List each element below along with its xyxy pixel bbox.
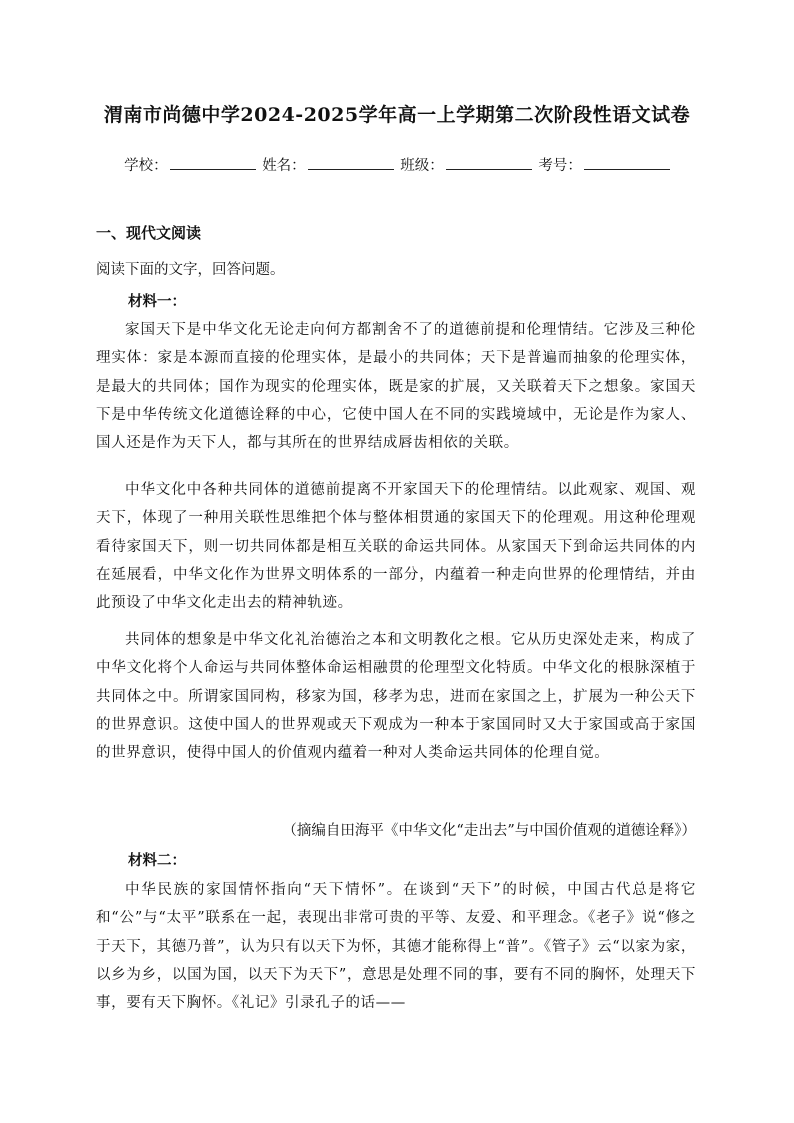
student-info-row bbox=[0, 154, 794, 175]
class-label: 班级： bbox=[400, 158, 444, 174]
class-blank[interactable] bbox=[446, 155, 532, 170]
name-blank[interactable] bbox=[308, 155, 394, 170]
school-field bbox=[124, 154, 256, 175]
material-one-paragraph: 中华文化中各种共同体的道德前提离不开家国天下的伦理情结。以此观家、观国、观天下，体现了一种用关联性思维把个体与整体相贯通的家国天下的伦理观。用这种伦理观看待家国天下，则一切共同体都是相互关联的命运共同体。从家国天下到命运共同体的内在延展看，中华文化作为世界文明体系的一部分，内蕴着一种走向世界的伦理情结，并由此预设了中华文化走出去的精神轨迹。 bbox=[96, 482, 696, 612]
name-label: 姓名： bbox=[262, 158, 306, 174]
exam-number-field bbox=[538, 154, 670, 175]
material-two-paragraph: 中华民族的家国情怀指向“天下情怀”。在谈到“天下”的时候，中国古代总是将它和“公”与“太平”联系在一起，表现出非常可贵的平等、友爱、和平理念。《老子》说“修之于天下，其德乃普”，认为只有以天下为怀，其德才能称得上“普”。《管子》云“以家为家，以乡为乡，以国为国，以天下为天下”，意思是处理不同的事，要有不同的胸怀，处理天下事，要有天下胸怀。《礼记》引录孔子的话—— bbox=[96, 882, 696, 1012]
material-one-paragraph: 共同体的想象是中华文化礼治德治之本和文明教化之根。它从历史深处走来，构成了中华文化将个人命运与共同体整体命运相融贯的伦理型文化特质。中华文化的根脉深植于共同体之中。所谓家国同构，移家为国，移孝为忠，进而在家国之上，扩展为一种公天下的世界意识。这使中国人的世界观或天下观成为一种本于家国同时又大于家国或高于家国的世界意识，使得中国人的价值观内蕴着一种对人类命运共同体的伦理自觉。 bbox=[96, 632, 696, 762]
material-one-source: （摘编自田海平《中华文化“走出去”与中国价值观的道德诠释》） bbox=[282, 823, 696, 839]
exam-number-blank[interactable] bbox=[584, 155, 670, 170]
material-one-paragraph: 家国天下是中华文化无论走向何方都割舍不了的道德前提和伦理情结。它涉及三种伦理实体：家是本源而直接的伦理实体，是最小的共同体；天下是普遍而抽象的伦理实体，是最大的共同体；国作为现实的伦理实体，既是家的扩展，又关联着天下之想象。家国天下是中华传统文化道德诠释的中心，它使中国人在不同的实践境域中，无论是作为家人、国人还是作为天下人，都与其所在的世界结成唇齿相依的关联。 bbox=[96, 322, 696, 452]
name-field bbox=[262, 154, 394, 175]
school-label: 学校： bbox=[124, 158, 168, 174]
material-two-label: 材料二： bbox=[128, 853, 186, 869]
class-field bbox=[400, 154, 532, 175]
document-title: 渭南市尚德中学2024-2025学年高一上学期第二次阶段性语文试卷 bbox=[103, 104, 691, 126]
exam-number-label: 考号： bbox=[538, 158, 582, 174]
reading-instruction: 阅读下面的文字，回答问题。 bbox=[96, 262, 285, 278]
material-one-label: 材料一： bbox=[128, 294, 186, 310]
school-blank[interactable] bbox=[170, 155, 256, 170]
section-heading: 一、现代文阅读 bbox=[96, 224, 202, 242]
